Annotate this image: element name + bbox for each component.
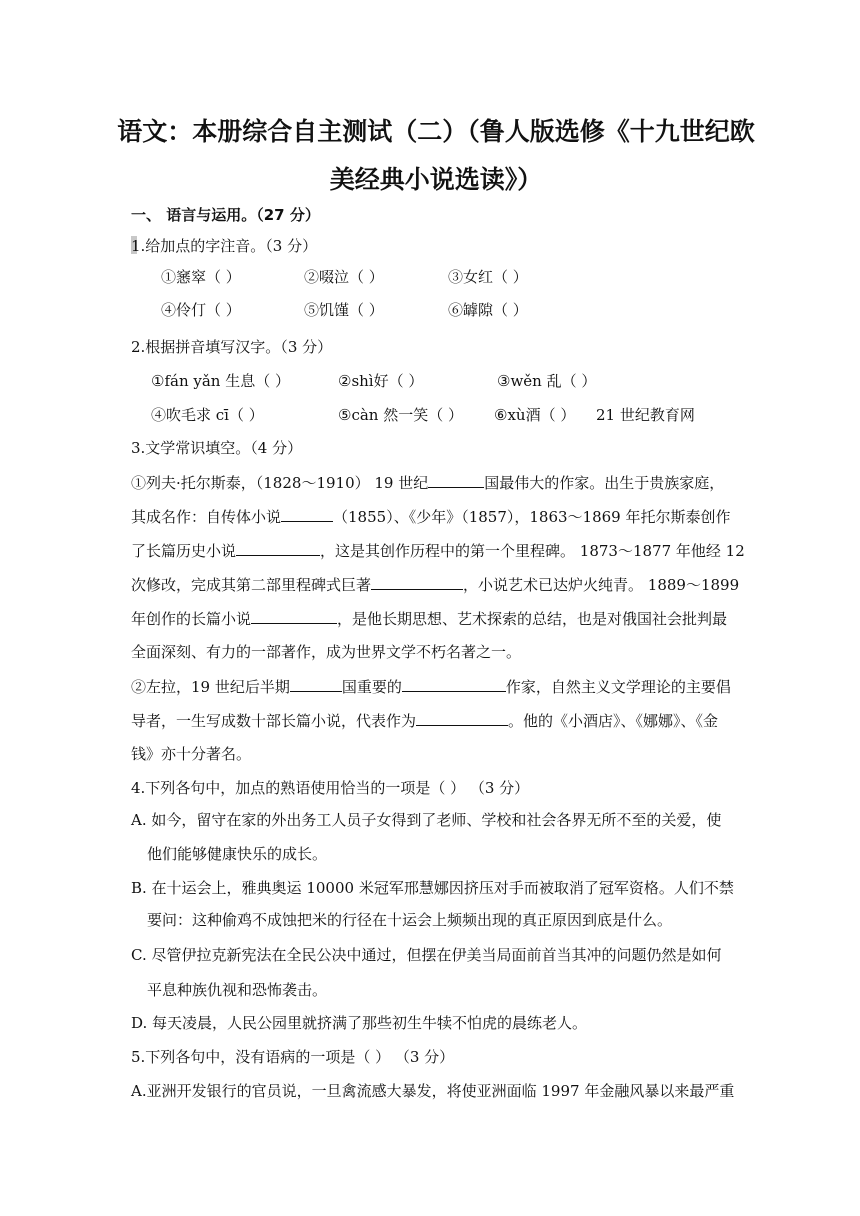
- q3-paragraph-2-line: 钱》亦十分著名。: [131, 745, 252, 763]
- q2-item: ⑥xù酒（ ）: [494, 406, 576, 424]
- document-title: [96, 108, 776, 204]
- question-3-stem: 3.文学常识填空。（4 分）: [131, 439, 303, 457]
- q3-paragraph-2-line: 导者，一生写成数十部长篇小说，代表作为 。他的《小酒店》、《娜娜》、《金: [131, 712, 719, 730]
- q1-item: ②啜泣（ ）: [304, 268, 384, 286]
- section-heading: 一、 语言与运用。（27 分）: [131, 206, 320, 224]
- q2-item: ③wěn 乱（ ）: [497, 372, 597, 390]
- q2-item: ①fán yǎn 生息（ ）: [151, 372, 290, 390]
- q4-option-c-cont: 平息种族仇视和恐怖袭击。: [147, 981, 328, 999]
- q5-option-a: A.亚洲开发银行的官员说，一旦禽流感大暴发，将使亚洲面临 1997 年金融风暴以来最严重: [131, 1082, 735, 1100]
- question-4-stem: 4.下列各句中，加点的熟语使用恰当的一项是（ ） （3 分）: [131, 779, 530, 797]
- q3-paragraph-1-line: 全面深刻、有力的一部著作，成为世界文学不朽名著之一。: [131, 643, 522, 661]
- answer-blank[interactable]: [416, 710, 508, 726]
- q4-option-c: C. 尽管伊拉克新宪法在全民公决中通过，但摆在伊美当局面前首当其冲的问题仍然是如何: [131, 946, 722, 964]
- question-2-stem: 2.根据拼音填写汉字。（3 分）: [131, 338, 333, 356]
- watermark-text: 21 世纪教育网: [596, 406, 695, 424]
- question-1-stem: 1.给加点的字注音。（3 分）: [131, 237, 318, 255]
- q1-item: ③女红（ ）: [448, 268, 528, 286]
- q1-item: ④伶仃（ ）: [161, 301, 241, 319]
- q4-option-b: B. 在十运会上，雅典奥运 10000 米冠军邢慧娜因挤压对手而被取消了冠军资格。人们不禁: [131, 879, 734, 897]
- q3-paragraph-1-line: ①列夫·托尔斯泰，（1828～1910） 19 世纪 国最伟大的作家。出生于贵族家庭，: [131, 474, 725, 492]
- answer-blank[interactable]: [402, 676, 506, 692]
- q4-option-b-cont: 要问：这种偷鸡不成蚀把米的行径在十运会上频频出现的真正原因到底是什么。: [147, 911, 673, 929]
- q1-item: ⑥罅隙（ ）: [448, 301, 528, 319]
- answer-blank[interactable]: [290, 676, 342, 692]
- answer-blank[interactable]: [371, 574, 463, 590]
- title-line-2: 美经典小说选读》）: [329, 165, 543, 194]
- answer-blank[interactable]: [251, 608, 337, 624]
- q4-option-d: D. 每天凌晨，人民公园里就挤满了那些初生牛犊不怕虎的晨练老人。: [131, 1014, 588, 1032]
- q3-paragraph-1-line: 其成名作：自传体小说 （1855）、《少年》（1857），1863～1869 年托尔斯泰创作: [131, 508, 731, 526]
- q3-paragraph-2-line: ②左拉，19 世纪后半期 国重要的 作家，自然主义文学理论的主要倡: [131, 678, 731, 696]
- q4-option-a-cont: 他们能够健康快乐的成长。: [147, 845, 328, 863]
- q1-item: ①窸窣（ ）: [161, 268, 241, 286]
- answer-blank[interactable]: [236, 540, 320, 556]
- q3-paragraph-1-line: 了长篇历史小说 ，这是其创作历程中的第一个里程碑。 1873～1877 年他经 12: [131, 542, 745, 560]
- answer-blank[interactable]: [428, 472, 484, 488]
- question-5-stem: 5.下列各句中，没有语病的一项是（ ） （3 分）: [131, 1048, 455, 1066]
- q2-item: ④吹毛求 cī（ ）: [151, 406, 264, 424]
- q3-paragraph-1-line: 年创作的长篇小说 ，是他长期思想、艺术探索的总结，也是对俄国社会批判最: [131, 610, 728, 628]
- answer-blank[interactable]: [281, 506, 333, 522]
- title-line-1: 语文：本册综合自主测试（二）（鲁人版选修《十九世纪欧: [117, 117, 755, 146]
- q3-paragraph-1-line: 次修改，完成其第二部里程碑式巨著 ，小说艺术已达炉火纯青。 1889～1899: [131, 576, 740, 594]
- q2-item: ⑤càn 然一笑（ ）: [338, 406, 463, 424]
- q1-item: ⑤饥馑（ ）: [304, 301, 384, 319]
- q4-option-a: A. 如今，留守在家的外出务工人员子女得到了老师、学校和社会各界无所不至的关爱，使: [131, 811, 722, 829]
- q2-item: ②shì好（ ）: [338, 372, 424, 390]
